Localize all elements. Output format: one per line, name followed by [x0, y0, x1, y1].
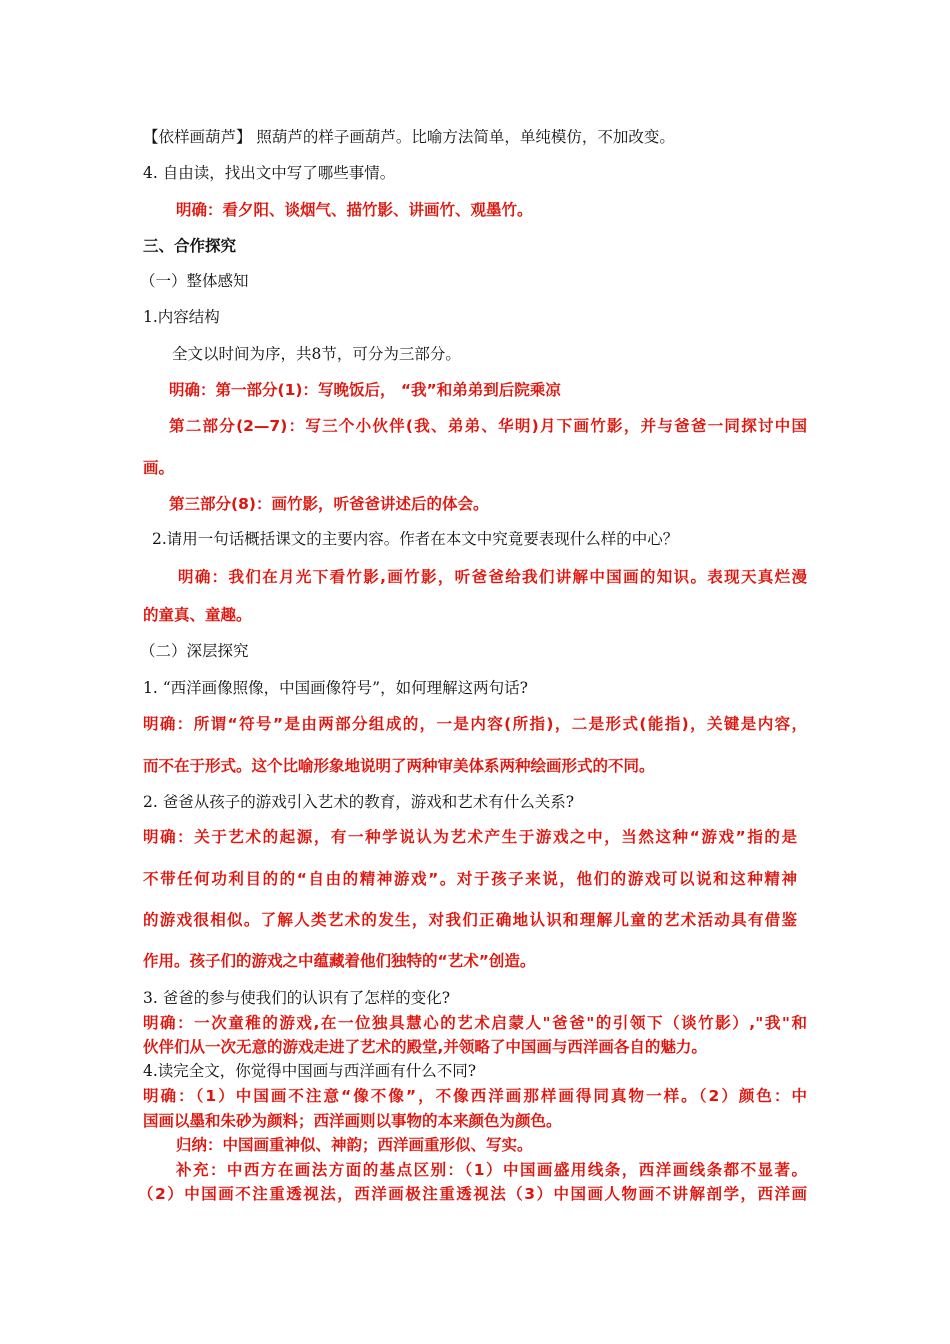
text-line: 2. 爸爸从孩子的游戏引入艺术的教育，游戏和艺术有什么关系? [143, 793, 575, 811]
answer-line: 明确：关于艺术的起源，有一种学说认为艺术产生于游戏之中，当然这种“游戏”指的是 [143, 828, 797, 846]
supplement-line: 补充：中西方在画法方面的基点区别：（1）中国画盛用线条，西洋画线条都不显著。 [176, 1161, 807, 1179]
text-line: 全文以时间为序，共8节，可分为三部分。 [172, 345, 461, 363]
text-line: 【依样画葫芦】 照葫芦的样子画葫芦。比喻方法简单，单纯模仿，不加改变。 [143, 128, 675, 146]
answer-line: 国画以墨和朱砂为颜料；西洋画则以事物的本来颜色为颜色。 [143, 1112, 562, 1130]
text-line: 4.读完全文，你觉得中国画与西洋画有什么不同? [143, 1062, 477, 1080]
supplement-line: （2）中国画不注重透视法，西洋画极注重透视法（3）中国画人物画不讲解剖学，西洋画 [138, 1185, 807, 1203]
answer-line: 画。 [143, 459, 175, 477]
answer-line: 明确：看夕阳、谈烟气、描竹影、讲画竹、观墨竹。 [176, 201, 533, 219]
text-line: 1.内容结构 [143, 308, 220, 326]
answer-line: 的童真、童趣。 [143, 606, 252, 624]
answer-line: 作用。孩子们的游戏之中蕴藏着他们独特的“艺术”创造。 [143, 952, 536, 970]
answer-line: 的游戏很相似。了解人类艺术的发生，对我们正确地认识和理解儿童的艺术活动具有借鉴 [143, 911, 797, 929]
text-line: 1. “西洋画像照像，中国画像符号”，如何理解这两句话? [143, 679, 528, 697]
answer-line: 明确：（1）中国画不注意“像不像”，不像西洋画那样画得同真物一样。（2）颜色：中 [143, 1087, 807, 1105]
summary-line: 归纳：中国画重神似、神韵；西洋画重形似、写实。 [176, 1136, 533, 1154]
answer-line: 第二部分(2—7)：写三个小伙伴(我、弟弟、华明)月下画竹影，并与爸爸一同探讨中国 [169, 417, 807, 435]
answer-line: 而不在于形式。这个比喻形象地说明了两种审美体系两种绘画形式的不同。 [143, 757, 655, 775]
subsection-heading: （二）深层探究 [140, 642, 249, 660]
answer-line: 明确：第一部分(1)：写晚饭后， “我”和弟弟到后院乘凉 [169, 381, 561, 399]
answer-line: 第三部分(8)：画竹影，听爸爸讲述后的体会。 [169, 495, 489, 513]
text-line: 3. 爸爸的参与使我们的认识有了怎样的变化? [143, 989, 451, 1007]
answer-line: 不带任何功利目的的“自由的精神游戏”。对于孩子来说，他们的游戏可以说和这种精神 [143, 870, 797, 888]
text-line: 2.请用一句话概括课文的主要内容。作者在本文中究竟要表现什么样的中心？ [152, 530, 679, 548]
subsection-heading: （一）整体感知 [140, 272, 249, 290]
section-heading: 三、合作探究 [143, 237, 237, 255]
answer-line: 明确：所谓“符号”是由两部分组成的，一是内容(所指)，二是形式(能指)，关键是内容， [143, 715, 807, 733]
answer-line: 伙伴们从一次无意的游戏走进了艺术的殿堂,并领略了中国画与西洋画各自的魅力。 [143, 1038, 707, 1056]
answer-line: 明确：我们在月光下看竹影,画竹影，听爸爸给我们讲解中国画的知识。表现天真烂漫 [178, 568, 807, 586]
text-line: 4. 自由读，找出文中写了哪些事情。 [143, 164, 396, 182]
answer-line: 明确：一次童稚的游戏,在一位独具慧心的艺术启蒙人"爸爸"的引领下（谈竹影）,"我"和 [143, 1014, 807, 1032]
